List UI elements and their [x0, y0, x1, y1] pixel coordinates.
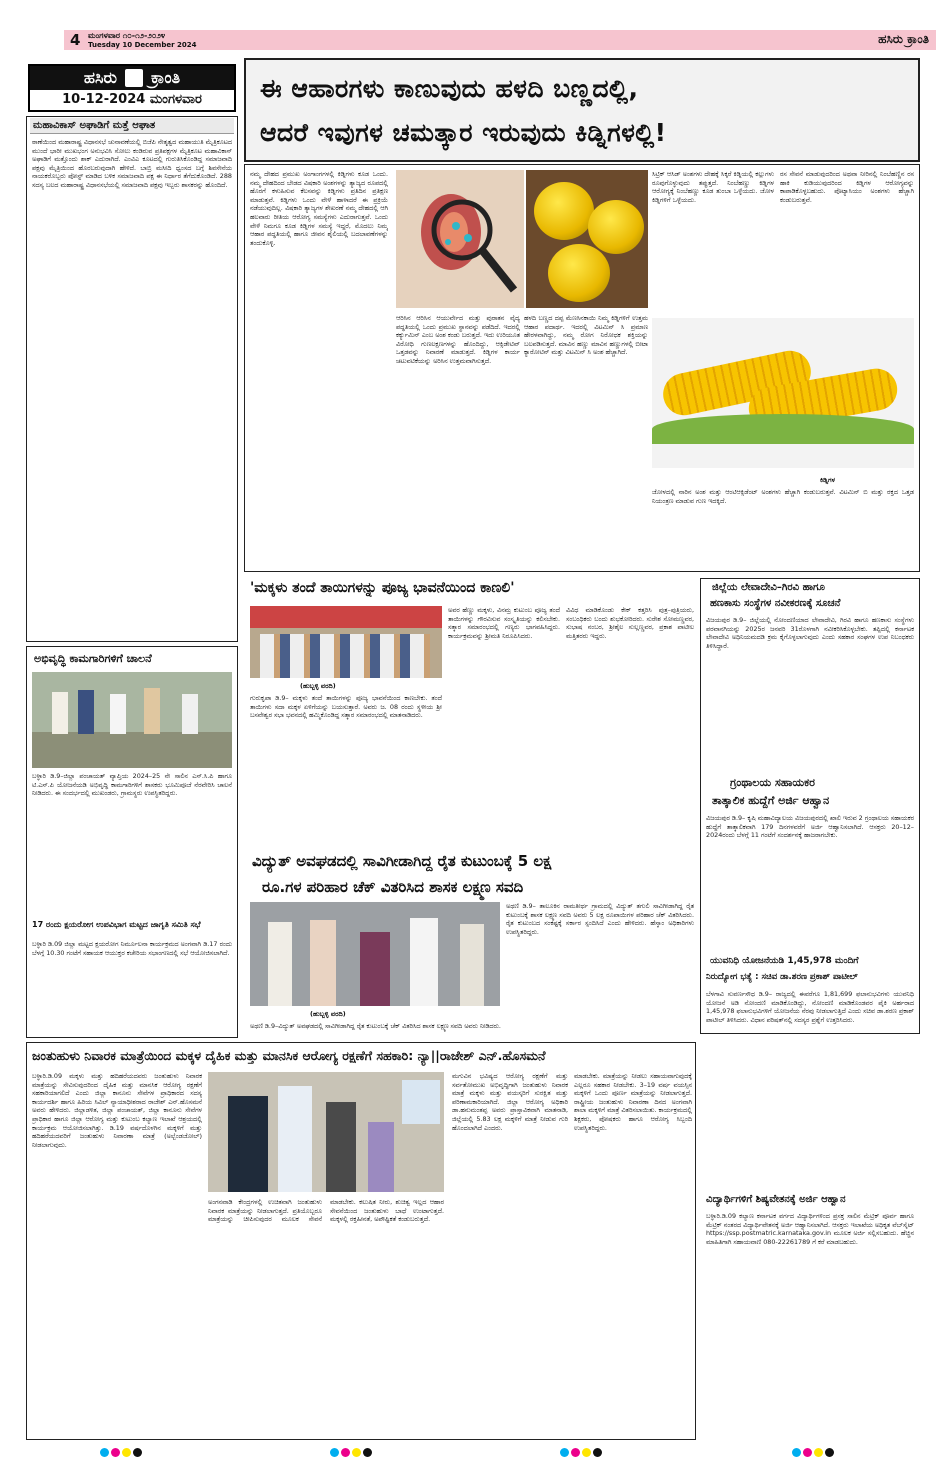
development-heading: ಅಭಿವೃದ್ಧಿ ಕಾಮಗಾರಿಗಳಿಗೆ ಚಾಲನೆ — [34, 652, 152, 665]
header-date-english: Tuesday 10 December 2024 — [88, 41, 197, 49]
kidney-image — [396, 170, 524, 308]
lead-col-2: ಆರಿಸಿನ ಆರಿಸಿನ ಆಯುರ್ವೇದ ಮತ್ತು ಪುರಾತನ ವೈದ್ಯ ಪದ್ಧತಿಯಲ್ಲಿ ಒಂದು ಪ್ರಮುಖ ಸ್ಥಾನವನ್ನು ಪಡೆದಿದೆ. ಇದರಲ್ಲಿ ಕರ್ಕ್ಯುಮಿನ್ ಎಂಬ ಅಂಶ ಕಂಡು ಬರುತ್ತದೆ. ಇದು ಉರಿಯೂತ ವಿರೋಧಿ ಗುಣಲಕ್ಷಣಗಳನ್ನು ಹೊಂದಿದ್ದು, ಆಕ್ಸಿಡೇಟಿವ್ ಒತ್ತಡವನ್ನು ನಿವಾರಣೆ ಮಾಡುತ್ತದೆ. ಕಿಡ್ನಿಗಳ ಕಾರ್ಯ ಚಟುವಟಿಕೆಯನ್ನು ಅರಿಸಿನ ಉತ್ತಮವಾಗಿಸುತ್ತದೆ. — [396, 314, 520, 365]
black-dot-icon — [825, 1448, 834, 1457]
lead-image-caption: ಕಿಡ್ನಿಗಳ — [820, 476, 836, 484]
scholarship-heading: ವಿದ್ಯಾರ್ಥಿಗಳಿಗೆ ಶಿಷ್ಯವೇತನಕ್ಕೆ ಅರ್ಜಿ ಆಹ್ವಾನ — [706, 1194, 846, 1205]
masthead — [28, 64, 236, 112]
corn-image — [652, 318, 914, 468]
cyan-dot-icon — [100, 1448, 109, 1457]
magenta-dot-icon — [341, 1448, 350, 1457]
cyan-dot-icon — [560, 1448, 569, 1457]
library-heading-1: ಗ್ರಂಥಾಲಯ ಸಹಾಯಕರ — [730, 776, 815, 789]
farmer-body: ಅಥಣಿ ಡಿ.9– ತಾಲೂಕಿನ ರಾಮತೀರ್ಥ ಗ್ರಾಮದಲ್ಲಿ ವಿದ್ಯುತ್ ತಗುಲಿ ಸಾವಿಗೀಡಾಗಿದ್ದ ರೈತ ಕುಟುಂಬಕ್ಕೆ ಶಾಸಕ ಲಕ್ಷ್ಮಣ ಸವದಿ ಅವರು 5 ಲಕ್ಷ ರೂಪಾಯಿಗಳ ಪರಿಹಾರ ಚೆಕ್ ವಿತರಿಸಿದರು. ರೈತ ಕುಟುಂಬದ ಸಂಕಷ್ಟಕ್ಕೆ ಸರ್ಕಾರ ಸ್ಪಂದಿಸಿದೆ ಎಂದು ಹೇಳಿದರು. ಹೆಸ್ಕಾಂ ಅಧಿಕಾರಿಗಳು ಉಪಸ್ಥಿತರಿದ್ದರು. — [506, 902, 694, 936]
development-photo — [32, 672, 232, 768]
yellow-dot-icon — [814, 1448, 823, 1457]
yellow-dot-icon — [122, 1448, 131, 1457]
lead-corn-text: ಜೋಳದಲ್ಲಿ ನಾರಿನ ಅಂಶ ಮತ್ತು ಆಂಟಿಆಕ್ಸಿಡೆಂಟ್ ಅಂಶಗಳು ಹೆಚ್ಚಾಗಿ ಕಂಡುಬರುತ್ತವೆ. ವಿಟಮಿನ್ ಬಿ ಮತ್ತು ರಕ್ತದ ಒತ್ತಡ ನಿಯಂತ್ರಣ ಮಾಡುವ ಗುಣ ಇದಕ್ಕಿದೆ. — [652, 488, 914, 505]
lead-col-4: ಸಿಟ್ರಿಕ್ ಆಸಿಡ್ ಅಂಶಗಳು ದೇಹಕ್ಕೆ ಸಿಕ್ಕರೆ ಕಿಡ್ನಿಯಲ್ಲಿ ಕಲ್ಲುಗಳು ರೂಪುಗೊಳ್ಳುವುದು ತಪ್ಪುತ್ತದೆ. ನಿಂಬೆಹಣ್ಣು ಕಿಡ್ನಿಗಳ ಆರೋಗ್ಯಕ್ಕೆ ನಿಂಬೆಹಣ್ಣು ಕೂಡ ತುಂಬಾ ಒಳ್ಳೆಯದು. ಜೋಳ ಕಿಡ್ನಿಗಳಿಗೆ ಒಳ್ಳೆಯದು. — [652, 170, 774, 204]
header-brand: ಹಸಿರು ಕ್ರಾಂತಿ — [878, 32, 929, 46]
lead-headline-line-1: ಈ ಆಹಾರಗಳು ಕಾಣುವುದು ಹಳದಿ ಬಣ್ಣದಲ್ಲಿ, — [260, 74, 639, 103]
lemon-icon — [534, 182, 594, 240]
tb-meeting-heading: 17 ರಂದು ಕ್ಷಯರೋಗ ಉಪವಿಭಾಗ ಮಟ್ಟದ ಜಾಗೃತಿ ಸಮಿತಿ ಸಭೆ — [32, 920, 201, 929]
parents-heading: 'ಮಕ್ಕಳು ತಂದೆ ತಾಯಿಗಳನ್ನು ಪೂಜ್ಯ ಭಾವನೆಯಿಂದ ಕಾಣಲಿ' — [250, 580, 515, 596]
farmer-heading-2: ರೂ.ಗಳ ಪರಿಹಾರ ಚೆಕ್ ವಿತರಿಸಿದ ಶಾಸಕ ಲಕ್ಷ್ಮಣ ಸವದಿ — [262, 878, 524, 896]
print-registration-dots — [100, 1442, 144, 1461]
scholarship-body: ಬಳ್ಳಾರಿ.ಡಿ.09 ಕಲ್ಯಾಣ ಕರ್ನಾಟಕ ವರ್ಗದ ವಿದ್ಯಾರ್ಥಿಗಳಿಂದ ಪ್ರಸಕ್ತ ಸಾಲಿನ ಮೆಟ್ರಿಕ್ ಪೂರ್ವ ಹಾಗೂ ಮೆಟ್ರಿಕ್ ನಂತರದ ವಿದ್ಯಾರ್ಥಿವೇತನಕ್ಕೆ ಅರ್ಜಿ ಆಹ್ವಾನಿಸಲಾಗಿದೆ. ಆಸಕ್ತರು ಇಲಾಖೆಯ ಅಧಿಕೃತ ವೆಬ್‌ಸೈಟ್ https://ssp.postmatric.karnataka.gov.in ಮೂಲಕ ಅರ್ಜಿ ಸಲ್ಲಿಸಬಹುದು. ಹೆಚ್ಚಿನ ಮಾಹಿತಿಗಾಗಿ ಸಹಾಯವಾಣಿ 080-22261789 ಗೆ ಕರೆ ಮಾಡಬಹುದು. — [706, 1212, 914, 1246]
lead-col-5: ರಸ ಸೇವನೆ ಮಾಡುವುದರಿಂದ ಅಥವಾ ನೀರಿನಲ್ಲಿ ನಿಂಬೆಹಣ್ಣಿನ ರಸ ಹಾಕಿ ಕುಡಿಯುವುದರಿಂದ ಕಿಡ್ನಿಗಳ ಆರೋಗ್ಯವನ್ನು ಕಾಪಾಡಿಕೊಳ್ಳಬಹುದು. ಪೊಟ್ಯಾಸಿಯಂ ಅಂಶಗಳು ಹೆಚ್ಚಾಗಿ ಕಂಡುಬರುತ್ತವೆ. — [780, 170, 914, 204]
lemon-icon — [548, 244, 610, 302]
black-dot-icon — [593, 1448, 602, 1457]
farmer-caption: (ಹುಬ್ಬಳ್ಳಿ ವರದಿ) — [310, 1010, 346, 1018]
magenta-dot-icon — [803, 1448, 812, 1457]
yuvanidhi-heading-2: ನಿರುದ್ಯೋಗ ಭತ್ಯೆ : ಸಚಿವ ಡಾ.ಶರಣ ಪ್ರಕಾಶ್ ಪಾಟೀಲ್ — [706, 972, 858, 982]
black-dot-icon — [363, 1448, 372, 1457]
magenta-dot-icon — [111, 1448, 120, 1457]
mva-heading: ಮಹಾವಿಕಾಸ್ ಅಘಾಡಿಗೆ ಮತ್ತೆ ಆಘಾತ — [30, 118, 234, 134]
cyan-dot-icon — [792, 1448, 801, 1457]
header-date-kannada: ಮಂಗಳವಾರ ೧೦-೧೨-೨೦೨೪ — [88, 31, 166, 40]
parents-photo — [250, 606, 442, 678]
masthead-title-right: ಕ್ರಾಂತಿ — [151, 68, 181, 87]
deworm-col-3: ಮಗುವಿನ ಭವಿಷ್ಯದ ಆರೋಗ್ಯ ರಕ್ಷಣೆಗೆ ಮತ್ತು ಸರ್ವತೋಮುಖ ಅಭಿವೃದ್ಧಿಗಾಗಿ ಜಂತುಹುಳು ನಿವಾರಕ ಮಾತ್ರೆ ಮಕ್ಕಳು ಮತ್ತು ವಯಸ್ಕರಿಗೆ ಸುರಕ್ಷಿತ ಮತ್ತು ಪರಿಣಾಮಕಾರಿಯಾಗಿದೆ. ಜಿಲ್ಲಾ ಆರೋಗ್ಯ ಅಧಿಕಾರಿ ಡಾ.ಹನುಮಂತಪ್ಪ ಅವರು ಪ್ರಾಸ್ತಾವಿಕವಾಗಿ ಮಾತನಾಡಿ, ಜಿಲ್ಲೆಯಲ್ಲಿ 5.83 ಲಕ್ಷ ಮಕ್ಕಳಿಗೆ ಮಾತ್ರೆ ನೀಡುವ ಗುರಿ ಹೊಂದಲಾಗಿದೆ ಎಂದರು. — [452, 1072, 568, 1132]
library-heading-2: ತಾತ್ಕಾಲಿಕ ಹುದ್ದೆಗೆ ಅರ್ಜಿ ಆಹ್ವಾನ — [712, 794, 830, 807]
parents-col-3: ವಿವಿಧ ಮಾಡಿಕೊಂಡು ಕೇಕ್ ಕತ್ತರಿಸಿ ಪುತ್ರ–ಪುತ್ರಿಯರು, ಸಂಬಂಧಿಕರು ಬಂದು ಶುಭಕೋರಿದರು. ಸುರೇಶ ಸೋಮಣ್ಣವರ, ಸುಭಾಷ ನಂಬರ, ಶ್ರೀಶೈಲ ಸುಲ್ಲಣ್ಣವರ, ಪ್ರಕಾಶ ಪಾಟೀಲ ಮತ್ತಿತರರು ಇದ್ದರು. — [566, 606, 694, 640]
parents-caption: (ಹುಬ್ಬಳ್ಳಿ ವರದಿ) — [300, 682, 336, 690]
parents-col-2: ಅವರ ಹೆಣ್ಣು ಮಕ್ಕಳು, ವಿನಮ್ರ ಕುಟುಂಬ ಪೂಜ್ಯ ತಂದೆ ತಾಯಿಗಳನ್ನು ಗೌರವಿಸುವ ಸಂಸ್ಕೃತಿಯನ್ನು ಕಲಿಸಬೇಕು. ಸತ್ಕಾರ ಸಮಾರಂಭದಲ್ಲಿ ಗಣ್ಯರು ಭಾಗವಹಿಸಿದ್ದರು. ಕಾರ್ಯಕ್ರಮವನ್ನು ಶ್ರೀಮತಿ ನಿರೂಪಿಸಿದರು. — [448, 606, 560, 640]
newspaper-logo-icon — [125, 69, 143, 87]
lead-col-1: ನಮ್ಮ ದೇಹದ ಪ್ರಮುಖ ಅಂಗಾಂಗಗಳಲ್ಲಿ ಕಿಡ್ನಿಗಳು ಕೂಡ ಒಂದು. ನಮ್ಮ ದೇಹದಿಂದ ಬೇಡದ ವಿಷಕಾರಿ ಅಂಶಗಳನ್ನು ತ್ಯಾಜ್ಯದ ರೂಪದಲ್ಲಿ ಹೊರಗೆ ಕಳುಹಿಸುವ ಕೆಲಸವನ್ನು ಕಿಡ್ನಿಗಳು ಪ್ರತಿದಿನ ಪ್ರತಿಕ್ಷಣ ಮಾಡುತ್ತವೆ. ಕಿಡ್ನಿಗಳು ಒಂದು ವೇಳೆ ಹಾಳಾದರೆ ಈ ಪ್ರಕ್ರಿಯೆ ನಡೆಯುವುದಿಲ್ಲ. ವಿಷಕಾರಿ ತ್ಯಾಜ್ಯಗಳ ಶೇಖರಣೆ ನಮ್ಮ ದೇಹದಲ್ಲಿ ಆಗಿ ಹಲವಾರು ರೀತಿಯ ಆರೋಗ್ಯ ಸಮಸ್ಯೆಗಳು ಎದುರಾಗುತ್ತವೆ. ಒಂದು ವೇಳೆ ನಿಮಗೂ ಕೂಡ ಕಿಡ್ನಿಗಳ ಸಮಸ್ಯೆ ಇದ್ದರೆ, ಮೊದಲು ನಿಮ್ಮ ಆಹಾರ ಪದ್ಧತಿಯಲ್ಲಿ ಹಾಗೂ ಜೀವನ ಶೈಲಿಯಲ್ಲಿ ಬದಲಾವಣೆಗಳನ್ನು ತಂದುಕೊಳ್ಳಿ. — [250, 170, 388, 247]
tb-meeting-body: ಬಳ್ಳಾರಿ ಡಿ.09 ಜಿಲ್ಲಾ ಮಟ್ಟದ ಕ್ಷಯರೋಗ ನಿರ್ಮೂಲನಾ ಕಾರ್ಯಕ್ರಮದ ಅಂಗವಾಗಿ ಡಿ.17 ರಂದು ಬೆಳಗ್ಗೆ 10.30 ಗಂಟೆಗೆ ಸಹಾಯಕ ಆಯುಕ್ತರ ಕಚೇರಿಯ ಸಭಾಂಗಣದಲ್ಲಿ ಸಭೆ ಆಯೋಜಿಸಲಾಗಿದೆ. — [32, 940, 232, 957]
deworm-heading: ಜಂತುಹುಳು ನಿವಾರಕ ಮಾತ್ರೆಯಿಂದ ಮಕ್ಕಳ ದೈಹಿಕ ಮತ್ತು ಮಾನಸಿಕ ಆರೋಗ್ಯ ರಕ್ಷಣೆಗೆ ಸಹಕಾರಿ: ನ್ಯಾ||ರಾಜೇಶ್ ಎನ್.ಹೊಸಮನೆ — [32, 1048, 546, 1063]
farmer-photo — [250, 902, 500, 1006]
corn-leaves — [652, 414, 914, 444]
farmer-footer: ಅಥಣಿ ಡಿ.9–ವಿದ್ಯುತ್ ಅವಘಡದಲ್ಲಿ ಸಾವಿಗೀಡಾಗಿದ್ದ ರೈತ ಕುಟುಂಬಕ್ಕೆ ಚೆಕ್ ವಿತರಿಸಿದ ಶಾಸಕ ಲಕ್ಷ್ಮಣ ಸವದಿ ಅವರು ನೀಡಿದರು. — [250, 1022, 501, 1030]
masthead-date: 10-12-2024 ಮಂಗಳವಾರ — [62, 92, 202, 107]
magenta-dot-icon — [571, 1448, 580, 1457]
parents-col-1: ಗುರುಕೃಪಾ ಡಿ.9– ಮಕ್ಕಳು ತಂದೆ ತಾಯಿಗಳನ್ನು ಪೂಜ್ಯ ಭಾವನೆಯಿಂದ ಕಾಣಬೇಕು. ತಂದೆ ತಾಯಿಗಳು ಸದಾ ಮಕ್ಕಳ ಏಳಿಗೆಯನ್ನು ಬಯಸುತ್ತಾರೆ. ಅವರು ಜ. 08 ರಂದು ಸ್ಥಳೀಯ ಶ್ರೀ ಬಸವೇಶ್ವರ ಸಭಾ ಭವನದಲ್ಲಿ ಹಮ್ಮಿಕೊಂಡಿದ್ದ ಸತ್ಕಾರ ಸಮಾರಂಭದಲ್ಲಿ ಮಾತನಾಡಿದರು. — [250, 694, 442, 720]
lemon-icon — [588, 200, 644, 254]
masthead-title — [30, 66, 234, 90]
yuvanidhi-heading-1: ಯುವನಿಧಿ ಯೋಜನೆಯಡಿ 1,45,978 ಮಂದಿಗೆ — [710, 956, 859, 966]
cyan-dot-icon — [330, 1448, 339, 1457]
finance-notice-heading-2: ಹಣಕಾಸು ಸಂಸ್ಥೆಗಳ ನವೀಕರಣಕ್ಕೆ ಸೂಚನೆ — [710, 598, 841, 609]
lead-headline-line-2: ಆದರೆ ಇವುಗಳ ಚಮತ್ಕಾರ ಇರುವುದು ಕಿಡ್ನಿಗಳಲ್ಲಿ! — [260, 118, 667, 147]
page-number: 4 — [70, 31, 81, 49]
lead-col-3: ಹಳದಿ ಬಣ್ಣದ ದಪ್ಪ ಮೆಣಸಿನಕಾಯಿ ನಿಮ್ಮ ಕಿಡ್ನಿಗಳಿಗೆ ಉತ್ತಮ ಆಹಾರ ಪದಾರ್ಥ. ಇದರಲ್ಲಿ ವಿಟಮಿನ್ ಸಿ ಪ್ರಮಾಣ ಹೇರಳವಾಗಿದ್ದು, ನಮ್ಮ ರೋಗ ನಿರೋಧಕ ಶಕ್ತಿಯನ್ನು ಬಲಪಡಿಸುತ್ತದೆ. ಮಾವಿನ ಹಣ್ಣು ಮಾವಿನ ಹಣ್ಣುಗಳಲ್ಲಿ ಬೀಟಾ ಕ್ಯಾರೋಟಿನ್ ಮತ್ತು ವಿಟಮಿನ್ ಸಿ ಅಂಶ ಹೆಚ್ಚಾಗಿದೆ. — [524, 314, 648, 357]
farmer-heading-1: ವಿದ್ಯುತ್ ಅವಘಡದಲ್ಲಿ ಸಾವಿಗೀಡಾಗಿದ್ದ ರೈತ ಕುಟುಂಬಕ್ಕೆ 5 ಲಕ್ಷ — [252, 852, 552, 870]
deworm-col-4: ಮಾಡಬೇಕು. ಮಾತ್ರೆಯನ್ನು ನೀಡಲು ಸಹಾಯವಾಗುವುದಕ್ಕೆ ಎಲ್ಲರೂ ಸಹಕಾರ ನೀಡಬೇಕು. 3–19 ವರ್ಷ ವಯಸ್ಸಿನ ಮಕ್ಕಳಿಗೆ ಒಂದು ಪೂರ್ಣ ಮಾತ್ರೆಯನ್ನು ನೀಡಲಾಗುತ್ತದೆ. ರಾಷ್ಟ್ರೀಯ ಜಂತುಹುಳು ನಿವಾರಣಾ ದಿನದ ಅಂಗವಾಗಿ ಶಾಲಾ ಮಕ್ಕಳಿಗೆ ಮಾತ್ರೆ ವಿತರಿಸಲಾಯಿತು. ಕಾರ್ಯಕ್ರಮದಲ್ಲಿ ಶಿಕ್ಷಕರು, ಪೋಷಕರು ಹಾಗೂ ಆರೋಗ್ಯ ಸಿಬ್ಬಂದಿ ಉಪಸ್ಥಿತರಿದ್ದರು. — [574, 1072, 692, 1132]
mva-body: ಠಾಣೆಯಿಂದ ಮಹಾರಾಷ್ಟ್ರ ವಿಧಾನಸಭೆ ಚುನಾವಣೆಯಲ್ಲಿ ಬಿಜೆಪಿ ನೇತೃತ್ವದ ಮಹಾಯುತಿ ಮೈತ್ರಿಕೂಟದ ಮುಂದೆ ಭಾರೀ ಮುಖಭಂಗ ಅನುಭವಿಸಿ ಸೋಲು ಕಂಡಿರುವ ಪ್ರತಿಪಕ್ಷಗಳ ಮೈತ್ರಿಕೂಟ ಮಹಾವಿಕಾಸ್ ಅಘಾಡಿಗೆ ಮತ್ತೊಂದು ಶಾಕ್ ಎದುರಾಗಿದೆ. ಎಂವಿಎ ಕೂಟದಲ್ಲಿ ಗುರುತಿಸಿಕೊಂಡಿದ್ದ ಸಮಾಜವಾದಿ ಪಕ್ಷವು ಮೈತ್ರಿಯಿಂದ ಹೊರಬರುವುದಾಗಿ ಹೇಳಿದೆ. ಬಾಬ್ರಿ ಮಸೀದಿ ಧ್ವಂಸದ ಬಗ್ಗೆ ಶಿವಸೇನೆಯ ನಾಯಕರೊಬ್ಬರು ಪೋಸ್ಟ್ ಮಾಡಿದ ಬಳಿಕ ಸಮಾಜವಾದಿ ಪಕ್ಷ ಈ ನಿರ್ಧಾರ ತೆಗೆದುಕೊಂಡಿದೆ. 288 ಸದಸ್ಯ ಬಲದ ಮಹಾರಾಷ್ಟ್ರ ವಿಧಾನಸಭೆಯಲ್ಲಿ ಸಮಾಜವಾದಿ ಪಕ್ಷವು ಇಬ್ಬರು ಶಾಸಕರನ್ನು ಹೊಂದಿದೆ. — [32, 138, 232, 189]
library-body: ವಿಜಯಪುರ ಡಿ.9– ಕೃಷಿ ಮಹಾವಿದ್ಯಾಲಯ ವಿಜಯಪುರದಲ್ಲಿ ಖಾಲಿ ಇರುವ 2 ಗ್ರಂಥಾಲಯ ಸಹಾಯಕರ ಹುದ್ದೆಗೆ ತಾತ್ಕಾಲಿಕವಾಗಿ 179 ದಿನಗಳವರೆಗೆ ಅರ್ಜಿ ಆಹ್ವಾನಿಸಲಾಗಿದೆ. ಆಸಕ್ತರು 20–12–2024ರಂದು ಬೆಳಗ್ಗೆ 11 ಗಂಟೆಗೆ ಸಂದರ್ಶನಕ್ಕೆ ಹಾಜರಾಗಬೇಕು. — [706, 814, 914, 840]
yellow-dot-icon — [352, 1448, 361, 1457]
print-registration-dots — [792, 1442, 836, 1461]
yellow-dot-icon — [582, 1448, 591, 1457]
print-registration-dots — [330, 1442, 374, 1461]
development-body: ಬಳ್ಳಾರಿ ಡಿ.9–ಜಿಲ್ಲಾ ಪಂಚಾಯತ್ ವ್ಯಾಪ್ತಿಯ 2024–25 ನೇ ಸಾಲಿನ ಎಸ್.ಸಿ.ಪಿ ಹಾಗೂ ಟಿ.ಎಸ್.ಪಿ ಯೋಜನೆಯಡಿ ಅಭಿವೃದ್ಧಿ ಕಾಮಗಾರಿಗಳಿಗೆ ಶಾಸಕರು ಭೂಮಿಪೂಜೆ ನೆರವೇರಿಸಿ ಚಾಲನೆ ನೀಡಿದರು. ಈ ಸಂದರ್ಭದಲ್ಲಿ ಮುಖಂಡರು, ಗ್ರಾಮಸ್ಥರು ಉಪಸ್ಥಿತರಿದ್ದರು. — [32, 772, 232, 798]
masthead-title-left: ಹಸಿರು — [83, 68, 117, 87]
deworm-col-2: ಅಂಗನವಾಡಿ ಕೇಂದ್ರಗಳಲ್ಲಿ ಉಚಿತವಾಗಿ ಜಂತುಹುಳು ನಿವಾರಕ ಮಾತ್ರೆಯನ್ನು ನೀಡಲಾಗುತ್ತದೆ. ಪ್ರತಿಯೊಬ್ಬರೂ ಮಾತ್ರೆಯನ್ನು ಚೀಪಿಸುವುದರ ಮೂಲಕ ಸೇವನೆ ಮಾಡಬೇಕು. ಕಲುಷಿತ ನೀರು, ಶುಚಿತ್ವ ಇಲ್ಲದ ಆಹಾರ ಸೇವನೆಯಿಂದ ಜಂತುಹುಳು ಬಾಧೆ ಉಂಟಾಗುತ್ತದೆ. ಮಕ್ಕಳಲ್ಲಿ ರಕ್ತಹೀನತೆ, ಅಪೌಷ್ಟಿಕತೆ ಕಂಡುಬರುತ್ತದೆ. — [208, 1198, 444, 1224]
lead-headline-box — [244, 58, 920, 162]
print-registration-dots — [560, 1442, 604, 1461]
black-dot-icon — [133, 1448, 142, 1457]
yuvanidhi-body: ಬೆಳಗಾವಿ ಸುವರ್ಣಸೌಧ ಡಿ.9– ರಾಜ್ಯದಲ್ಲಿ ಈವರೆಗೂ 1,81,699 ಫಲಾನುಭವಿಗಳು ಯುವನಿಧಿ ಯೋಜನೆ ಅಡಿ ನೋಂದಣಿ ಮಾಡಿಕೊಂಡಿದ್ದು, ನೋಂದಣಿ ಮಾಡಿಕೊಂಡವರ ಪೈಕಿ ಅರ್ಹರಾದ 1,45,978 ಫಲಾನುಭವಿಗಳಿಗೆ ಯೋಜನೆಯ ನೆರವು ನೀಡಲಾಗುತ್ತಿದೆ ಎಂದು ಸಚಿವ ಡಾ.ಶರಣ ಪ್ರಕಾಶ್ ಪಾಟೀಲ್ ತಿಳಿಸಿದರು. ವಿಧಾನ ಪರಿಷತ್‌ನಲ್ಲಿ ಸದಸ್ಯರ ಪ್ರಶ್ನೆಗೆ ಉತ್ತರಿಸಿದರು. — [706, 990, 914, 1024]
deworm-photo — [208, 1072, 444, 1192]
finance-notice-heading-1: ಜಿಲ್ಲೆಯ ಲೇವಾದೇವಿ–ಗಿರವಿ ಹಾಗೂ — [712, 582, 825, 593]
deworm-col-1: ಬಳ್ಳಾರಿ.ಡಿ.09 ಮಕ್ಕಳು ಮತ್ತು ಹದಿಹರೆಯದವರು ಜಂತುಹುಳು ನಿವಾರಕ ಮಾತ್ರೆಯನ್ನು ಸೇವಿಸುವುದರಿಂದ ದೈಹಿಕ ಮತ್ತು ಮಾನಸಿಕ ಆರೋಗ್ಯ ರಕ್ಷಣೆಗೆ ಸಹಕಾರಿಯಾಗಲಿದೆ ಎಂದು ಜಿಲ್ಲಾ ಕಾನೂನು ಸೇವೆಗಳ ಪ್ರಾಧಿಕಾರದ ಸದಸ್ಯ ಕಾರ್ಯದರ್ಶಿ ಹಾಗೂ ಹಿರಿಯ ಸಿವಿಲ್ ನ್ಯಾಯಾಧೀಶರಾದ ರಾಜೇಶ್ ಎನ್.ಹೊಸಮನೆ ಅವರು ಹೇಳಿದರು. ಜಿಲ್ಲಾಡಳಿತ, ಜಿಲ್ಲಾ ಪಂಚಾಯತ್, ಜಿಲ್ಲಾ ಕಾನೂನು ಸೇವೆಗಳ ಪ್ರಾಧಿಕಾರ ಹಾಗೂ ಜಿಲ್ಲಾ ಆರೋಗ್ಯ ಮತ್ತು ಕುಟುಂಬ ಕಲ್ಯಾಣ ಇಲಾಖೆ ಆಶ್ರಯದಲ್ಲಿ ಕಾರ್ಯಕ್ರಮ ಆಯೋಜಿಸಲಾಗಿತ್ತು. ಡಿ.19 ವರ್ಷದೊಳಗಿನ ಮಕ್ಕಳಿಗೆ ಮತ್ತು ಹದಿಹರೆಯದವರಿಗೆ ಜಂತುಹುಳು ನಿವಾರಣಾ ಮಾತ್ರೆ (ಅಲ್ಬೆಂಡಜೋಲ್) ನೀಡಲಾಗುವುದು. — [32, 1072, 202, 1149]
lemon-image — [526, 170, 648, 308]
kidney-illustration-icon — [396, 170, 524, 308]
finance-notice-body: ವಿಜಯಪುರ ಡಿ.9– ಜಿಲ್ಲೆಯಲ್ಲಿ ನೋಂದಣಿಯಾದ ಲೇವಾದೇವಿ, ಗಿರವಿ ಹಾಗೂ ಹಣಕಾಸು ಸಂಸ್ಥೆಗಳು ಪರವಾನಗಿಯನ್ನು 2025ರ ಜನವರಿ 31ರೊಳಗಾಗಿ ನವೀಕರಿಸಿಕೊಳ್ಳಬೇಕು. ತಪ್ಪಿದಲ್ಲಿ ಕರ್ನಾಟಕ ಲೇವಾದೇವಿ ಅಧಿನಿಯಮದಡಿ ಕ್ರಮ ಕೈಗೊಳ್ಳಲಾಗುವುದು ಎಂದು ಸಹಕಾರ ಸಂಘಗಳ ಉಪ ನಿಬಂಧಕರು ತಿಳಿಸಿದ್ದಾರೆ. — [706, 616, 914, 650]
